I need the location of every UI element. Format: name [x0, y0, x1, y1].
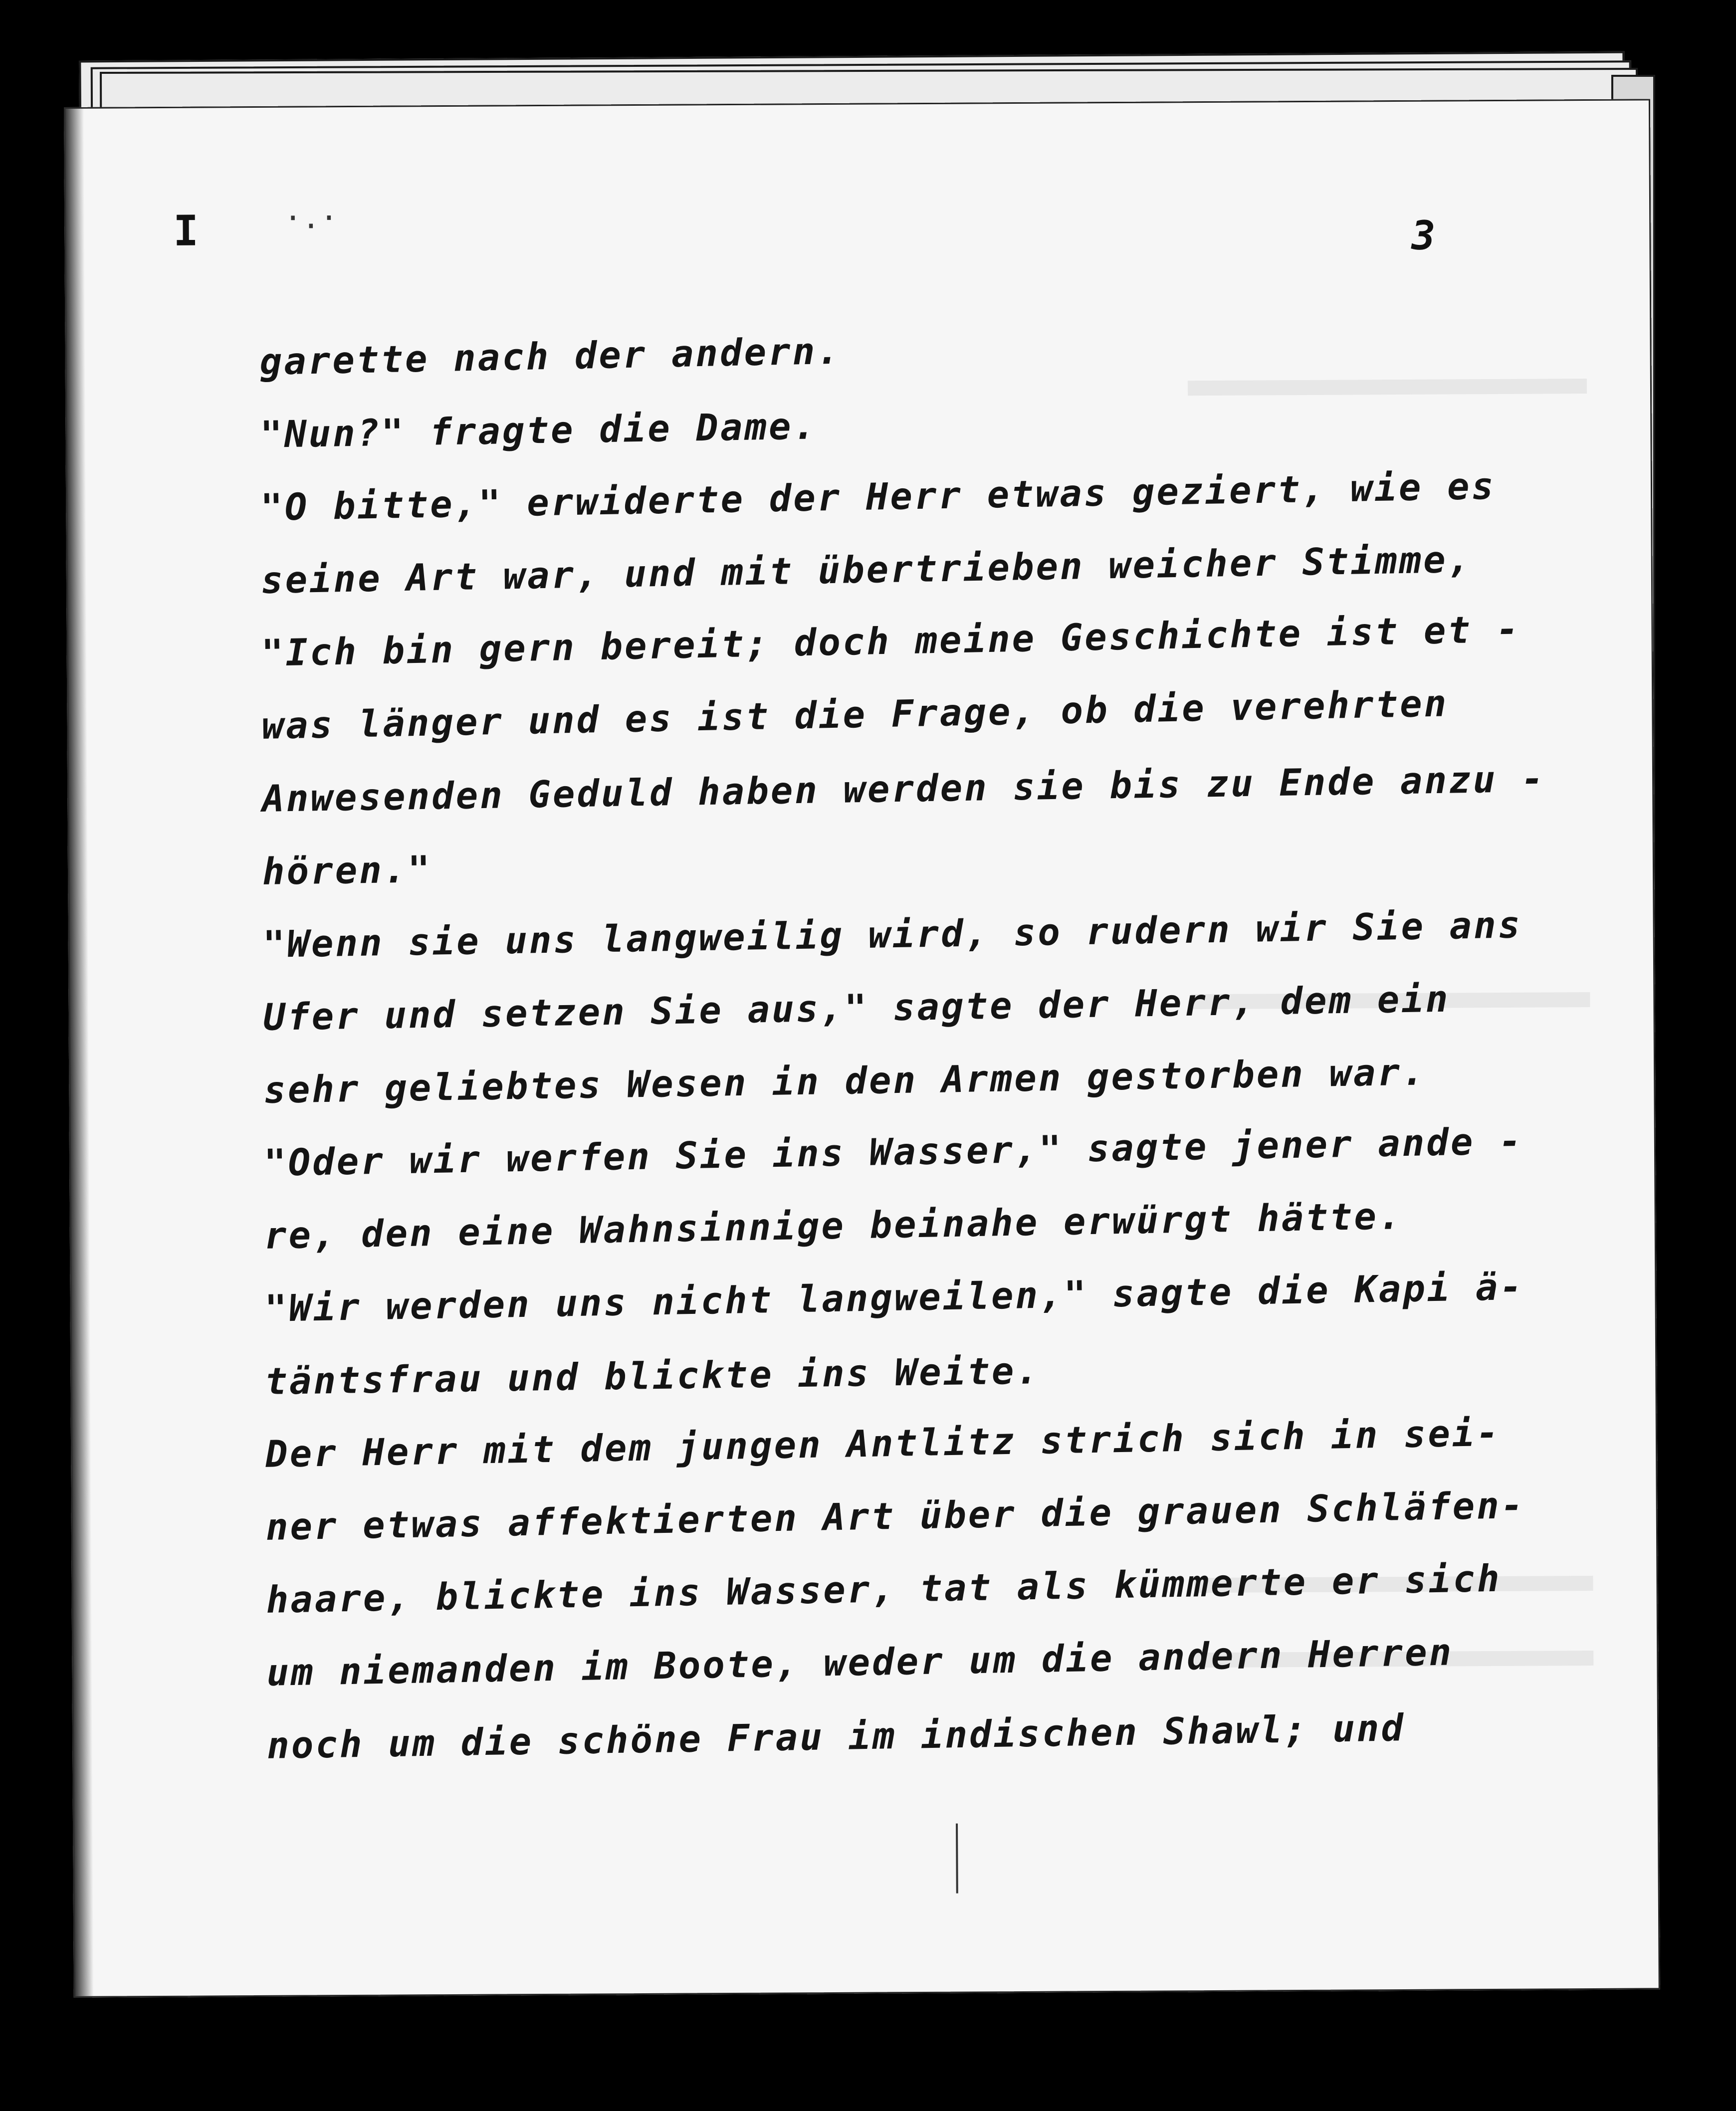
text-line: seine Art war, und mit übertrieben weicher Stimme, [260, 538, 1472, 602]
page-number: 3 [1411, 212, 1436, 259]
text-line: "Wir werden uns nicht langweilen," sagte die Kapi ä- [264, 1265, 1524, 1330]
text-line: Der Herr mit dem jungen Antlitz strich sich in sei- [265, 1411, 1501, 1476]
corner-dots: ·.· [283, 201, 338, 236]
text-line: "Oder wir werfen Sie ins Wasser," sagte jener ande - [263, 1119, 1524, 1185]
text-line: was länger und es ist die Frage, ob die verehrten [261, 682, 1449, 748]
text-line: noch um die schöne Frau im indischen Shawl; und [266, 1706, 1406, 1767]
text-line: garette nach der andern. [259, 329, 842, 384]
typewritten-page [64, 99, 1660, 1998]
text-line: täntsfrau und blickte ins Weite. [264, 1349, 1041, 1403]
stray-pen-mark [956, 1824, 958, 1894]
text-line: sehr geliebtes Wesen in den Armen gestorben war. [263, 1051, 1427, 1112]
text-line: "Ich bin gern bereit; doch meine Geschichte ist et - [260, 608, 1521, 675]
corner-mark: I [173, 206, 199, 255]
text-line: haare, blickte ins Wasser, tat als kümmerte er sich [265, 1557, 1502, 1622]
text-line: ner etwas affektierten Art über die grauen Schläfen- [265, 1483, 1525, 1549]
text-line: "Wenn sie uns langweilig wird, so rudern wir Sie ans [262, 903, 1522, 966]
page-shadow [64, 107, 94, 1998]
text-line: re, den eine Wahnsinnige beinahe erwürgt hätte. [264, 1195, 1403, 1258]
text-line: "O bitte," erwiderte der Herr etwas geziert, wie es [260, 464, 1496, 529]
text-line: hören." [262, 848, 433, 893]
body-text [259, 319, 1624, 1782]
text-line: Anwesenden Geduld haben werden sie bis zu Ende anzu - [261, 757, 1546, 821]
text-line: Ufer und setzen Sie aus," sagte der Herr, dem ein [262, 977, 1450, 1039]
text-line: um niemanden im Boote, weder um die andern Herren [266, 1631, 1454, 1694]
text-line: "Nun?" fragte die Dame. [259, 405, 818, 456]
